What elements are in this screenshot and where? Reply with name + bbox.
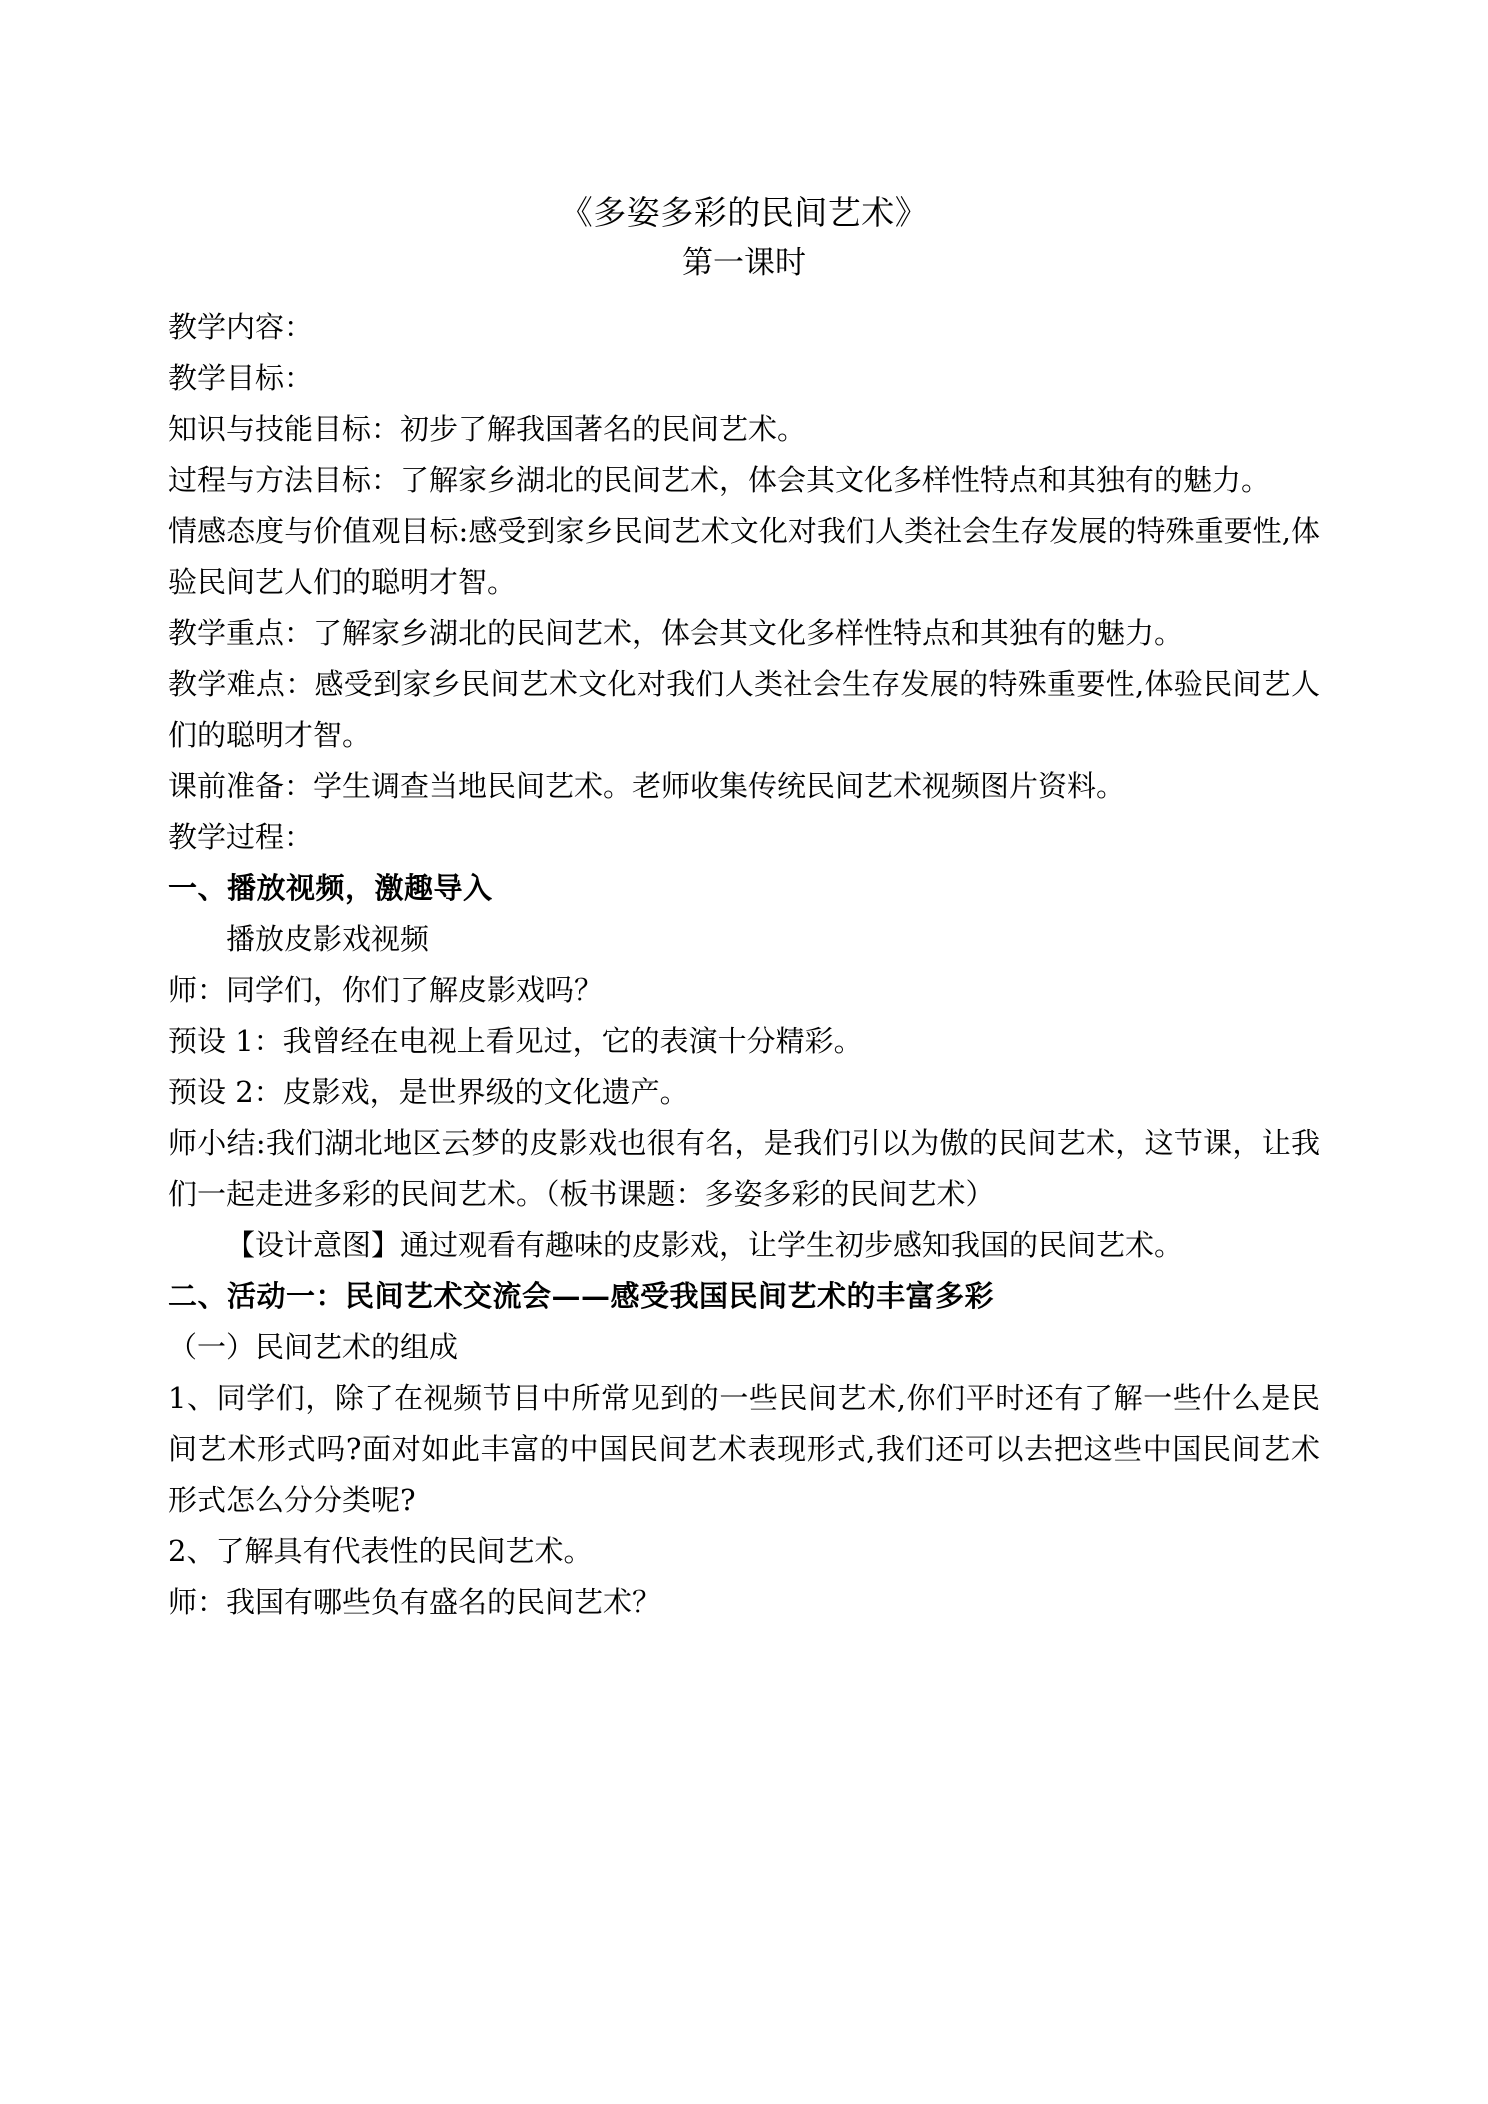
page-subtitle: 第一课时	[682, 245, 806, 281]
paragraph-sub-one: （一）民间艺术的组成	[168, 1330, 459, 1364]
paragraph-teaching-content: 教学内容：	[168, 310, 314, 344]
paragraph-preset-2: 预设 2：皮影戏，是世界级的文化遗产。	[168, 1075, 689, 1109]
paragraph-teacher-question-2: 师：我国有哪些负有盛名的民间艺术？	[168, 1585, 662, 1619]
paragraph-preset-1: 预设 1：我曾经在电视上看见过，它的表演十分精彩。	[168, 1024, 863, 1058]
heading-section-one: 一、播放视频，激趣导入	[168, 871, 493, 905]
paragraph-preparation: 课前准备：学生调查当地民间艺术。老师收集传统民间艺术视频图片资料。	[168, 769, 1126, 803]
paragraph-goal-emotion: 情感态度与价值观目标:感受到家乡民间艺术文化对我们人类社会生存发展的特殊重要性,体验民间艺人们的聪明才智。	[168, 514, 1320, 599]
paragraph-item-1: 1、同学们，除了在视频节目中所常见到的一些民间艺术,你们平时还有了解一些什么是民间艺术形式吗?面对如此丰富的中国民间艺术表现形式,我们还可以去把这些中国民间艺术形式怎么分分类呢?	[168, 1381, 1320, 1517]
heading-section-two: 二、活动一：民间艺术交流会——感受我国民间艺术的丰富多彩	[168, 1279, 995, 1313]
paragraph-item-2: 2、了解具有代表性的民间艺术。	[168, 1534, 593, 1568]
paragraph-teacher-question-1: 师：同学们，你们了解皮影戏吗？	[168, 973, 604, 1007]
paragraph-teaching-process: 教学过程：	[168, 820, 314, 854]
paragraph-teaching-goals: 教学目标：	[168, 361, 314, 395]
paragraph-key-point: 教学重点：了解家乡湖北的民间艺术，体会其文化多样性特点和其独有的魅力。	[168, 616, 1184, 650]
paragraph-play-shadow-video: 播放皮影戏视频	[226, 922, 430, 956]
paragraph-design-intent: 【设计意图】通过观看有趣味的皮影戏，让学生初步感知我国的民间艺术。	[226, 1228, 1184, 1262]
paragraph-goal-process: 过程与方法目标：了解家乡湖北的民间艺术，体会其文化多样性特点和其独有的魅力。	[168, 463, 1271, 497]
page-title: 《多姿多彩的民间艺术》	[559, 193, 929, 232]
paragraph-goal-knowledge: 知识与技能目标：初步了解我国著名的民间艺术。	[168, 412, 807, 446]
paragraph-difficult-point: 教学难点：感受到家乡民间艺术文化对我们人类社会生存发展的特殊重要性,体验民间艺人们的聪明才智。	[168, 667, 1320, 752]
paragraph-teacher-summary: 师小结:我们湖北地区云梦的皮影戏也很有名，是我们引以为傲的民间艺术，这节课，让我们一起走进多彩的民间艺术。（板书课题：多姿多彩的民间艺术）	[168, 1126, 1320, 1211]
